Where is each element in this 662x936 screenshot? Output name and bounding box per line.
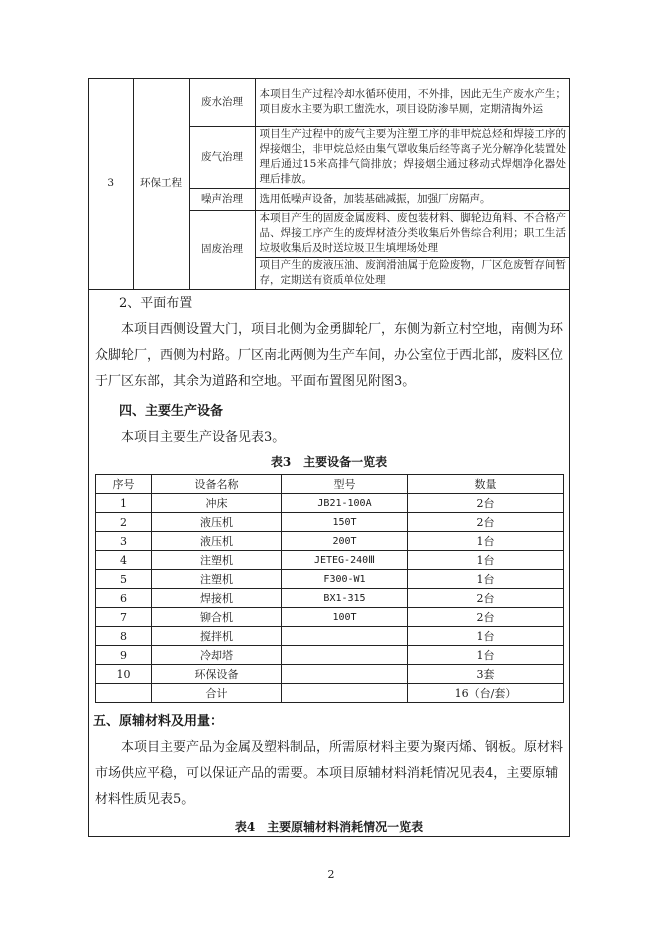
item-solid-waste: 固废治理: [189, 210, 255, 289]
page-frame: [88, 78, 570, 837]
cell-qty: 2台: [408, 513, 564, 532]
equipment-table-caption: 表3 主要设备一览表: [270, 455, 388, 469]
cell-name: 液压机: [152, 532, 282, 551]
cell-no: 1: [96, 494, 152, 513]
noise-text: 选用低噪声设备，加装基础减振，加强厂房隔声。: [255, 188, 569, 210]
cell-no: 5: [96, 570, 152, 589]
cell-no: 6: [96, 589, 152, 608]
col-header-qty: 数量: [408, 475, 564, 494]
category-label: 环保工程: [133, 79, 189, 289]
layout-paragraph: 本项目西侧设置大门，项目北侧为金勇脚轮厂，东侧为新立村空地，南侧为环众脚轮厂，西侧为村路。厂区南北两侧为生产车间，办公室位于西北部，废料区位于厂区东部，其余为道路和空地。平面布置图见附图3。: [95, 322, 564, 389]
cell-model: 150T: [282, 513, 408, 532]
total-label: 合计: [152, 684, 282, 703]
cell-model: [282, 646, 408, 665]
cell-qty: 1台: [408, 551, 564, 570]
materials-heading: 五、原辅材料及用量：: [93, 714, 224, 729]
table-row: [96, 646, 564, 665]
cell-qty: 1台: [408, 646, 564, 665]
cell-model: 100T: [282, 608, 408, 627]
cell-model: JB21-100A: [282, 494, 408, 513]
cell-no: 8: [96, 627, 152, 646]
exhaust-gas-text: 项目生产过程中的废气主要为注塑工序的非甲烷总烃和焊接工序的焊接烟尘，非甲烷总烃由集气罩收集后经等离子光分解净化装置处理后通过15米高排气筒排放；焊接烟尘通过移动式焊烟净化器处理后排放。: [255, 126, 569, 188]
cell-name: 冷却塔: [152, 646, 282, 665]
cell-no: 9: [96, 646, 152, 665]
table-row: [96, 608, 564, 627]
cell-no: 3: [96, 532, 152, 551]
table-row: [96, 665, 564, 684]
cell-qty: 1台: [408, 627, 564, 646]
table-row: [96, 589, 564, 608]
col-header-no: 序号: [96, 475, 152, 494]
cell-no: 4: [96, 551, 152, 570]
cell-name: 液压机: [152, 513, 282, 532]
cell-qty: 2台: [408, 494, 564, 513]
cell-model: F300-W1: [282, 570, 408, 589]
cell-name: 搅拌机: [152, 627, 282, 646]
cell-no: 2: [96, 513, 152, 532]
solid-waste-text: 本项目产生的固废金属废料、废包装材料、脚轮边角料、不合格产品、焊接工序产生的废焊材渣分类收集后外售综合利用；职工生活垃圾收集后及时送垃圾卫生填埋场处理: [255, 210, 569, 257]
cell-qty: 1台: [408, 532, 564, 551]
environmental-engineering-table: [89, 79, 569, 290]
cell-name: 环保设备: [152, 665, 282, 684]
wastewater-text: 本项目生产过程冷却水循环使用，不外排，因此无生产废水产生；项目废水主要为职工盥洗水，项目设防渗旱厕，定期清掏外运: [255, 79, 569, 126]
cell-name: 铆合机: [152, 608, 282, 627]
cell-model: [282, 627, 408, 646]
item-wastewater: 废水治理: [189, 79, 255, 126]
col-header-name: 设备名称: [152, 475, 282, 494]
cell-name: 焊接机: [152, 589, 282, 608]
equipment-heading: 四、主要生产设备: [119, 404, 224, 419]
table-row: [96, 551, 564, 570]
equipment-header-row: [96, 475, 564, 494]
equipment-table: [95, 474, 564, 703]
cell-name: 注塑机: [152, 551, 282, 570]
item-exhaust-gas: 废气治理: [189, 126, 255, 188]
cell-name: 冲床: [152, 494, 282, 513]
table-row: [96, 494, 564, 513]
table-row: [96, 513, 564, 532]
cell-qty: 2台: [408, 589, 564, 608]
cell-qty: 1台: [408, 570, 564, 589]
cell-no: [96, 684, 152, 703]
table-row: [96, 627, 564, 646]
cell-model: JETEG-240Ⅲ: [282, 551, 408, 570]
cell-name: 注塑机: [152, 570, 282, 589]
page-number: 2: [327, 868, 335, 881]
table-row: [96, 570, 564, 589]
item-noise: 噪声治理: [189, 188, 255, 210]
cell-model: [282, 665, 408, 684]
cell-qty: 3套: [408, 665, 564, 684]
materials-table-caption: 表4 主要原辅材料消耗情况一览表: [234, 820, 424, 834]
equipment-intro: 本项目主要生产设备见表3。: [121, 430, 286, 445]
cell-no: 7: [96, 608, 152, 627]
row-number: 3: [89, 79, 133, 289]
layout-heading: 2、平面布置: [119, 296, 193, 311]
cell-qty: 2台: [408, 608, 564, 627]
cell-model: BX1-315: [282, 589, 408, 608]
materials-paragraph: 本项目主要产品为金属及塑料制品，所需原材料主要为聚丙烯、钢板。原材料市场供应平稳，可以保证产品的需要。本项目原辅材料消耗情况见表4，主要原辅材料性质见表5。: [95, 740, 564, 807]
total-value: 16（台/套）: [408, 684, 564, 703]
cell-no: 10: [96, 665, 152, 684]
cell-model: 200T: [282, 532, 408, 551]
cell-model: [282, 684, 408, 703]
col-header-model: 型号: [282, 475, 408, 494]
total-row: [96, 684, 564, 703]
table-row: [96, 532, 564, 551]
hazardous-waste-text: 项目产生的废液压油、废润滑油属于危险废物，厂区危废暂存间暂存，定期送有资质单位处理: [255, 257, 569, 289]
